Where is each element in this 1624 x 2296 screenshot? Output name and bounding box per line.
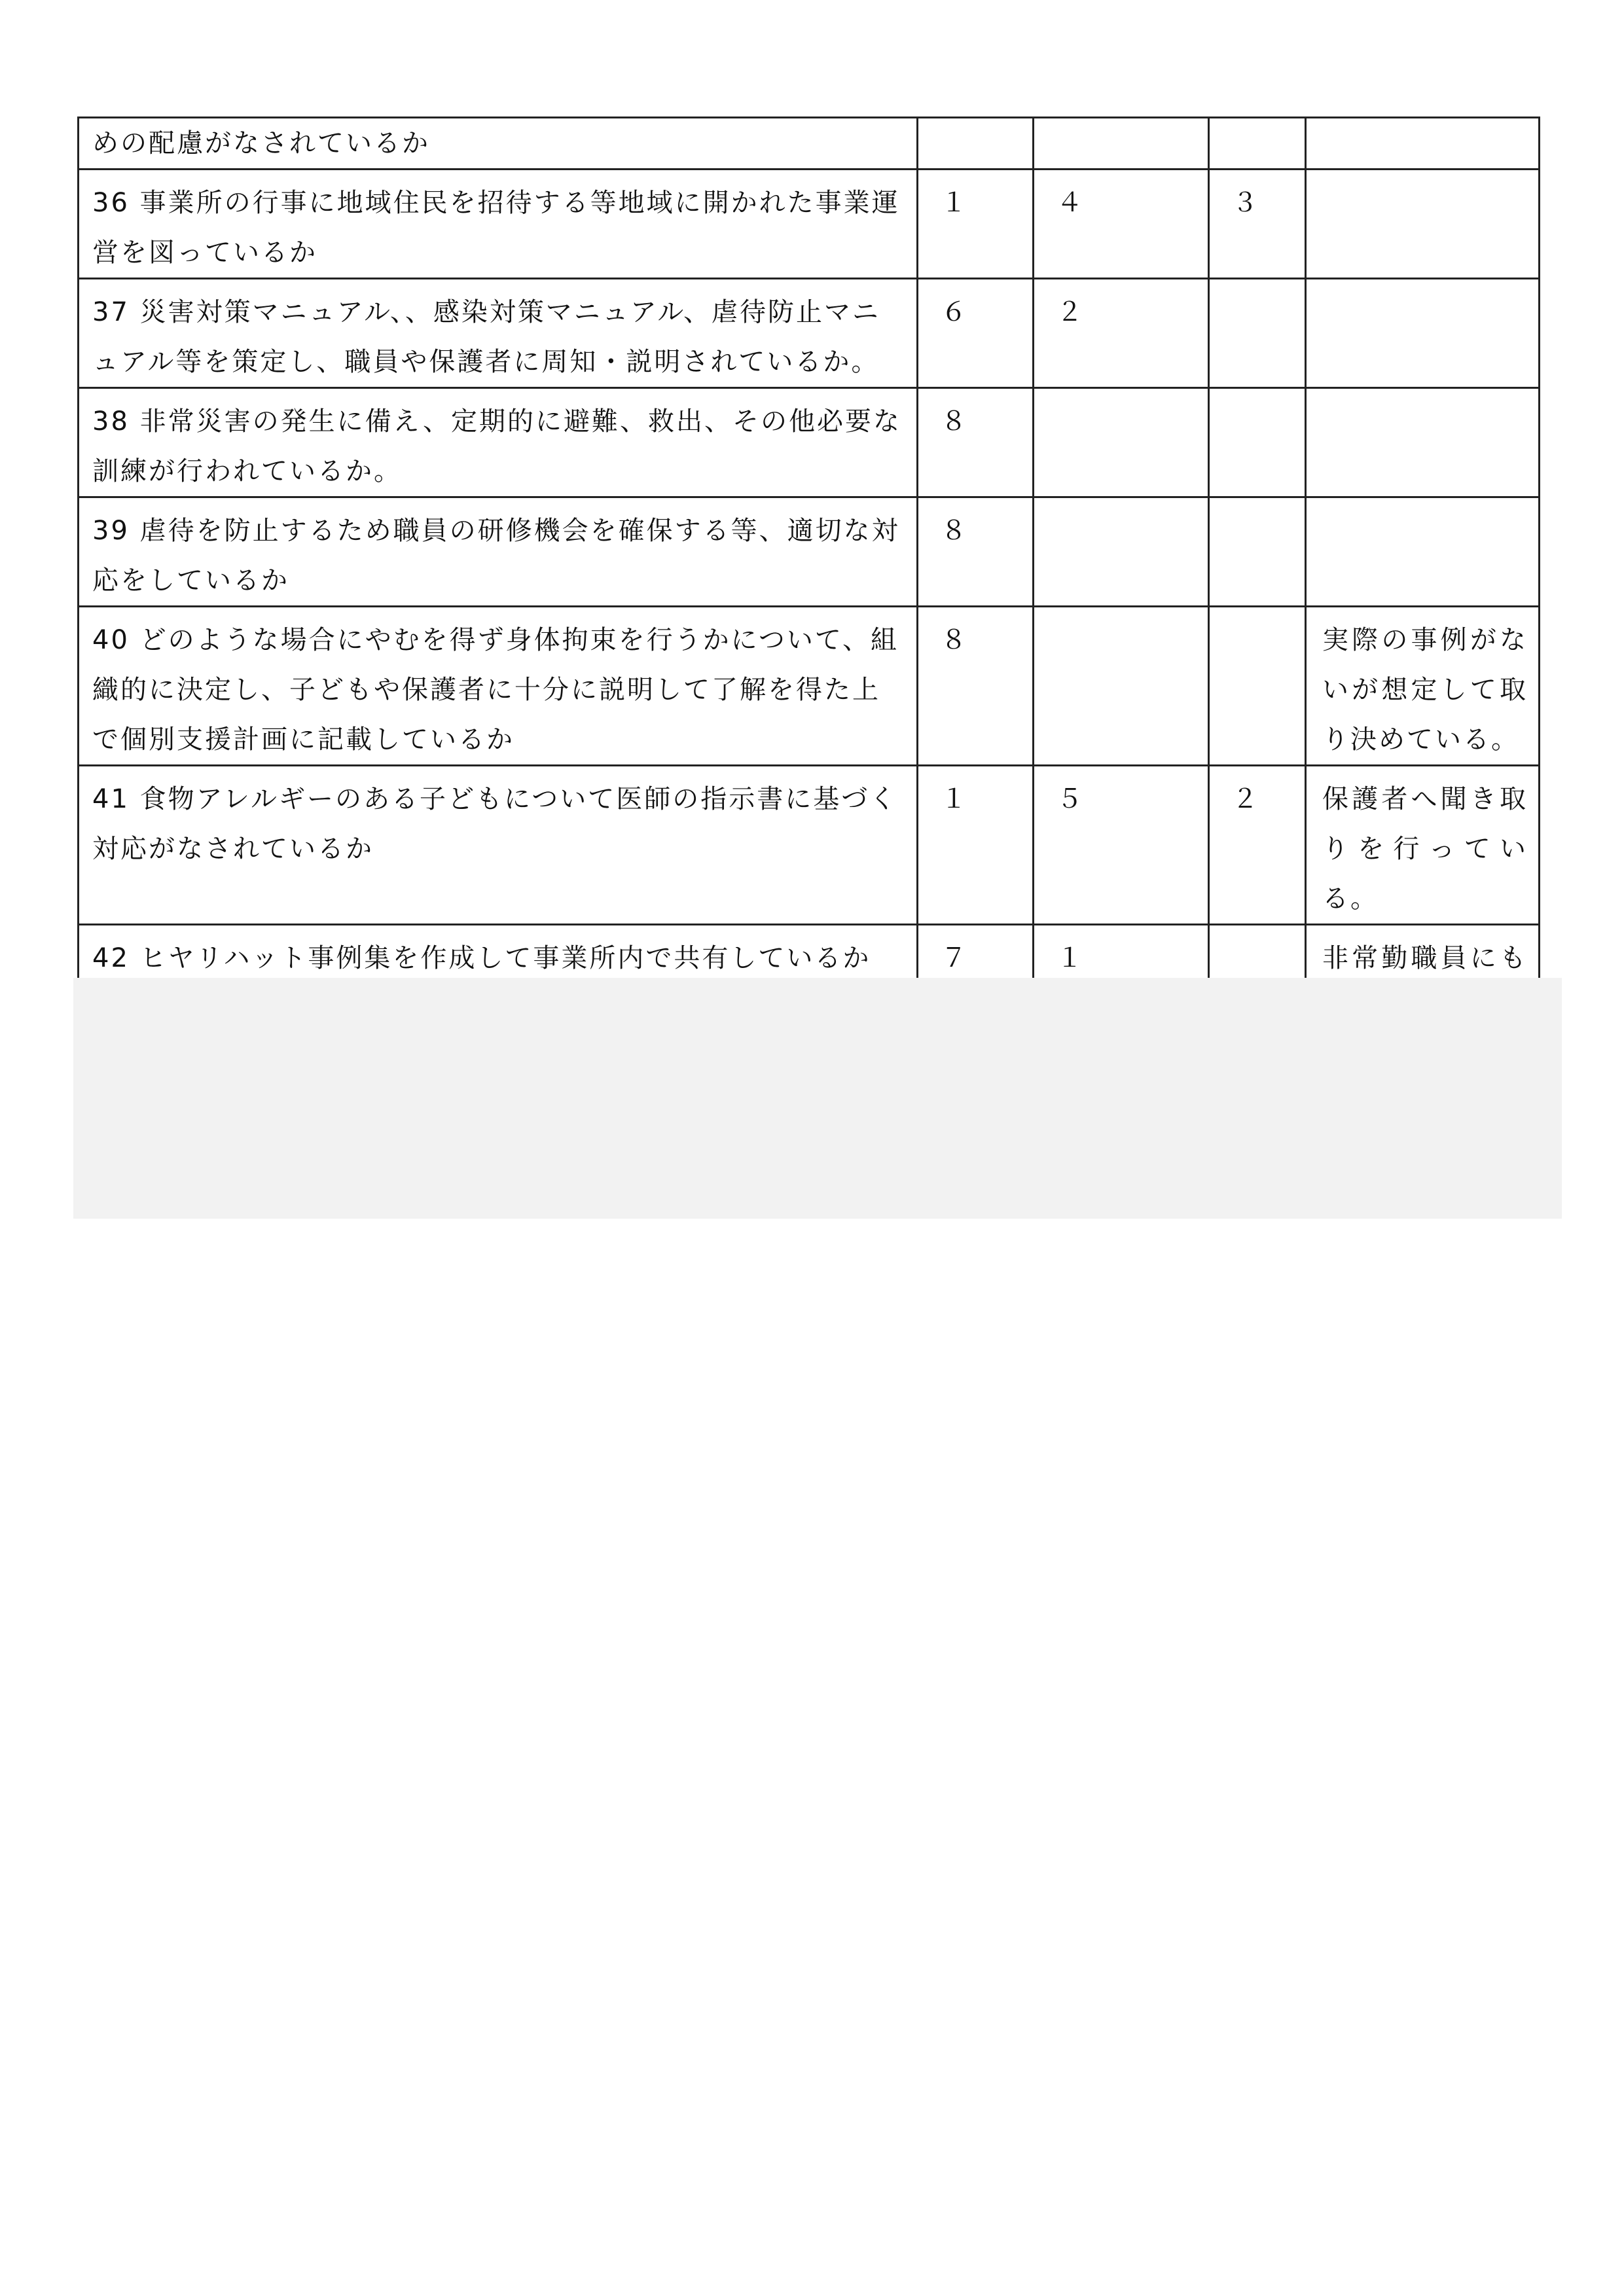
question-cell: 40 どのような場合にやむを得ず身体拘束を行うかについて、組織的に決定し、子どもや保護者に十分に説明して了解を得た上で個別支援計画に記載しているか xyxy=(79,607,918,766)
question-cell: 37 災害対策マニュアル、、感染対策マニュアル、虐待防止マニュアル等を策定し、職員や保護者に周知・説明されているか。 xyxy=(79,279,918,388)
note-cell xyxy=(1306,118,1540,170)
count-cell-1 xyxy=(918,118,1034,170)
question-cell: めの配慮がなされているか xyxy=(79,118,918,170)
table-row xyxy=(79,279,1540,388)
table-row xyxy=(79,607,1540,766)
note-cell: 実際の事例がないが想定して取り決めている。 xyxy=(1306,607,1540,766)
count-cell-3 xyxy=(1209,497,1306,607)
table-row xyxy=(79,497,1540,607)
blank-footer-band xyxy=(73,978,1562,1219)
count-cell-3 xyxy=(1209,388,1306,497)
survey-table xyxy=(77,117,1540,1035)
count-cell-1: ６ xyxy=(918,279,1034,388)
note-cell xyxy=(1306,388,1540,497)
count-cell-2 xyxy=(1034,497,1209,607)
question-cell: 41 食物アレルギーのある子どもについて医師の指示書に基づく対応がなされているか xyxy=(79,766,918,925)
count-cell-3 xyxy=(1209,279,1306,388)
note-cell xyxy=(1306,497,1540,607)
note-cell: 保護者へ聞き取りを行っている。 xyxy=(1306,766,1540,925)
count-cell-2: ２ xyxy=(1034,279,1209,388)
question-cell: 39 虐待を防止するため職員の研修機会を確保する等、適切な対応をしているか xyxy=(79,497,918,607)
count-cell-1: １ xyxy=(918,766,1034,925)
count-cell-1: ８ xyxy=(918,607,1034,766)
count-cell-1: ８ xyxy=(918,388,1034,497)
count-cell-3 xyxy=(1209,607,1306,766)
question-cell: 38 非常災害の発生に備え、定期的に避難、救出、その他必要な訓練が行われているか。 xyxy=(79,388,918,497)
question-cell: 36 事業所の行事に地域住民を招待する等地域に開かれた事業運営を図っているか xyxy=(79,170,918,279)
count-cell-1: ７ xyxy=(918,925,1034,1034)
count-cell-2: １ xyxy=(1034,925,1209,1034)
table-row xyxy=(79,118,1540,170)
table-row xyxy=(79,170,1540,279)
count-cell-3: ３ xyxy=(1209,170,1306,279)
count-cell-2 xyxy=(1034,607,1209,766)
count-cell-2 xyxy=(1034,388,1209,497)
count-cell-2 xyxy=(1034,118,1209,170)
table-row xyxy=(79,766,1540,925)
count-cell-3 xyxy=(1209,118,1306,170)
note-cell: 非常勤職員にも xyxy=(1306,925,1540,1034)
note-cell xyxy=(1306,279,1540,388)
note-cell xyxy=(1306,170,1540,279)
question-cell: 42 ヒヤリハット事例集を作成して事業所内で共有しているか xyxy=(79,925,918,1034)
count-cell-2: ５ xyxy=(1034,766,1209,925)
count-cell-2: ４ xyxy=(1034,170,1209,279)
count-cell-1: １ xyxy=(918,170,1034,279)
count-cell-1: ８ xyxy=(918,497,1034,607)
count-cell-3: ２ xyxy=(1209,766,1306,925)
table-row xyxy=(79,388,1540,497)
